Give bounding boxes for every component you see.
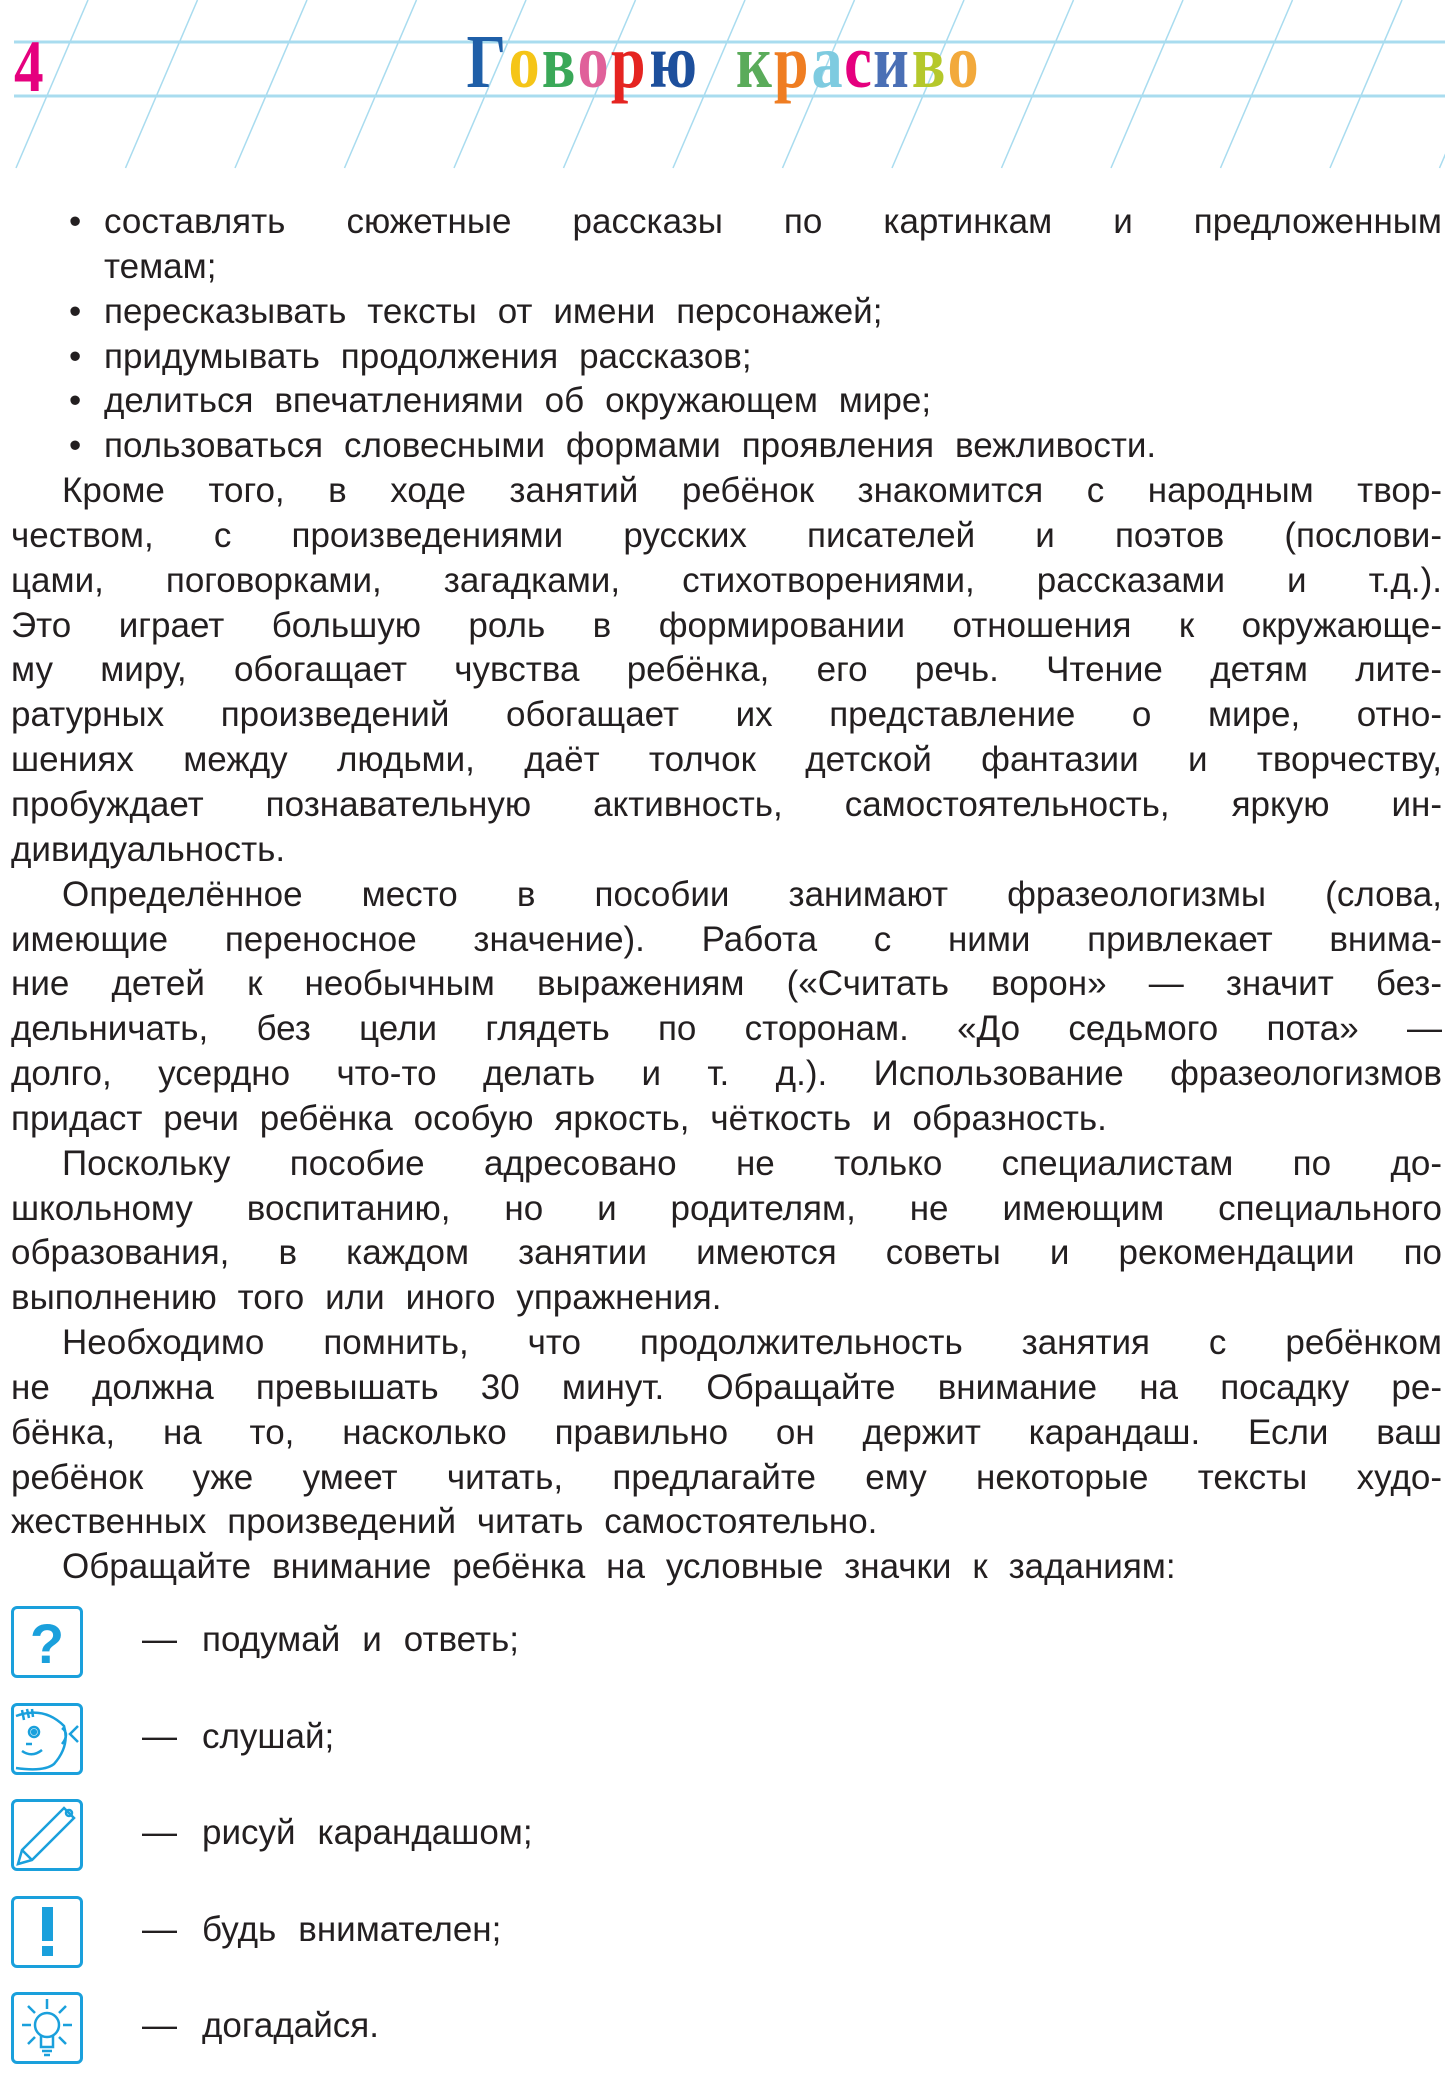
title-letter: а [811,24,843,100]
title-letter: о [948,24,980,100]
paragraph-line: шениях между людьми, даёт толчок детской фантазии и творчеству, [11,738,1442,783]
paragraph-line: имеющие переносное значение). Работа с ними привлекает внима- [11,918,1442,963]
paragraph-line: жественных произведений читать самостоятельно. [11,1500,1442,1545]
paragraph-line: не должна превышать 30 минут. Обращайте внимание на посадку ре- [11,1366,1442,1411]
title-letter: ю [650,24,698,100]
page-title [0,24,1445,100]
paragraph-line: цами, поговорками, загадками, стихотворениями, рассказами и т.д.). [11,559,1442,604]
bullet-item-line [11,290,1442,335]
title-letter: и [873,24,910,100]
question-icon [11,1606,83,1678]
paragraph-line: Это играет большую роль в формировании отношения к окружающе- [11,604,1442,649]
legend-dash: — [142,2006,177,2046]
paragraph-line: придаст речи ребёнка особую яркость, чёткость и образность. [11,1097,1442,1142]
paragraph-line: Поскольку пособие адресовано не только специалистам по до- [11,1142,1442,1187]
legend-dash: — [142,1717,177,1757]
bullet-item-line [11,245,1442,290]
body-text [11,200,1442,1590]
paragraph-line: ратурных произведений обогащает их представление о мире, отно- [11,693,1442,738]
bullet-item-line [11,424,1442,469]
legend-text: будь внимателен; [202,1910,501,1950]
paragraph-line: дивидуальность. [11,828,1442,873]
paragraph-line: пробуждает познавательную активность, самостоятельность, яркую ин- [11,783,1442,828]
bullet-icon: • [69,424,81,469]
page-number: 4 [14,30,44,104]
bullet-text: пользоваться словесными формами проявления вежливости. [104,426,1156,465]
title-letter: в [542,24,576,100]
pencil-icon [11,1799,83,1871]
bullet-icon: • [69,200,81,245]
title-letter: о [509,24,541,100]
paragraph-line: Необходимо помнить, что продолжительность занятия с ребёнком [11,1321,1442,1366]
title-letter: р [774,24,809,100]
legend-dash: — [142,1910,177,1950]
paragraph-line: выполнению того или иного упражнения. [11,1276,1442,1321]
paragraph-line: долго, усердно что-то делать и т. д.). Использование фразеологизмов [11,1052,1442,1097]
bullet-icon: • [69,335,81,380]
bullet-item-line [11,379,1442,424]
paragraph-line: Обращайте внимание ребёнка на условные значки к заданиям: [11,1545,1442,1590]
paragraph-line: чеством, с произведениями русских писателей и поэтов (послови- [11,514,1442,559]
title-letter: р [611,24,646,100]
paragraph-line: дельничать, без цели глядеть по сторонам. «До седьмого пота» — [11,1007,1442,1052]
bullet-text: темам; [104,247,216,286]
title-letter: о [578,24,610,100]
exclamation-icon [11,1896,83,1968]
legend-text: подумай и ответь; [202,1620,519,1660]
legend-text: догадайся. [202,2006,379,2046]
paragraph-line: ние детей к необычным выражениям («Считать ворон» — значит без- [11,962,1442,1007]
paragraph-line: Кроме того, в ходе занятий ребёнок знакомится с народным твор- [11,469,1442,514]
paragraph-line: Определённое место в пособии занимают фразеологизмы (слова, [11,873,1442,918]
title-letter [701,24,734,100]
bullet-icon: • [69,290,81,335]
bullet-text: придумывать продолжения рассказов; [104,337,752,376]
title-letter: Г [466,24,506,100]
lightbulb-icon [11,1992,83,2064]
bullet-icon: • [69,379,81,424]
legend-dash: — [142,1813,177,1853]
legend-text: слушай; [202,1717,334,1757]
title-letter: к [736,24,773,100]
legend-text: рисуй карандашом; [202,1813,533,1853]
paragraph-line: му миру, обогащает чувства ребёнка, его речь. Чтение детям лите- [11,648,1442,693]
title-letter: в [912,24,946,100]
paragraph-line: ребёнок уже умеет читать, предлагайте ему некоторые тексты худо- [11,1456,1442,1501]
bullet-text: пересказывать тексты от имени персонажей; [104,292,882,331]
title-letter: с [844,24,872,100]
svg-text:?: ? [30,1612,64,1675]
bullet-item-line [11,200,1442,245]
paragraph-line: бёнка, на то, насколько правильно он держит карандаш. Если ваш [11,1411,1442,1456]
paragraph-line: образования, в каждом занятии имеются советы и рекомендации по [11,1231,1442,1276]
bullet-item-line [11,335,1442,380]
listen-face-icon [11,1703,83,1775]
bullet-text: делиться впечатлениями об окружающем мире; [104,381,931,420]
legend-dash: — [142,1620,177,1660]
bullet-text: составлять сюжетные рассказы по картинкам и предложенным [104,202,1442,241]
paragraph-line: школьному воспитанию, но и родителям, не имеющим специального [11,1187,1442,1232]
